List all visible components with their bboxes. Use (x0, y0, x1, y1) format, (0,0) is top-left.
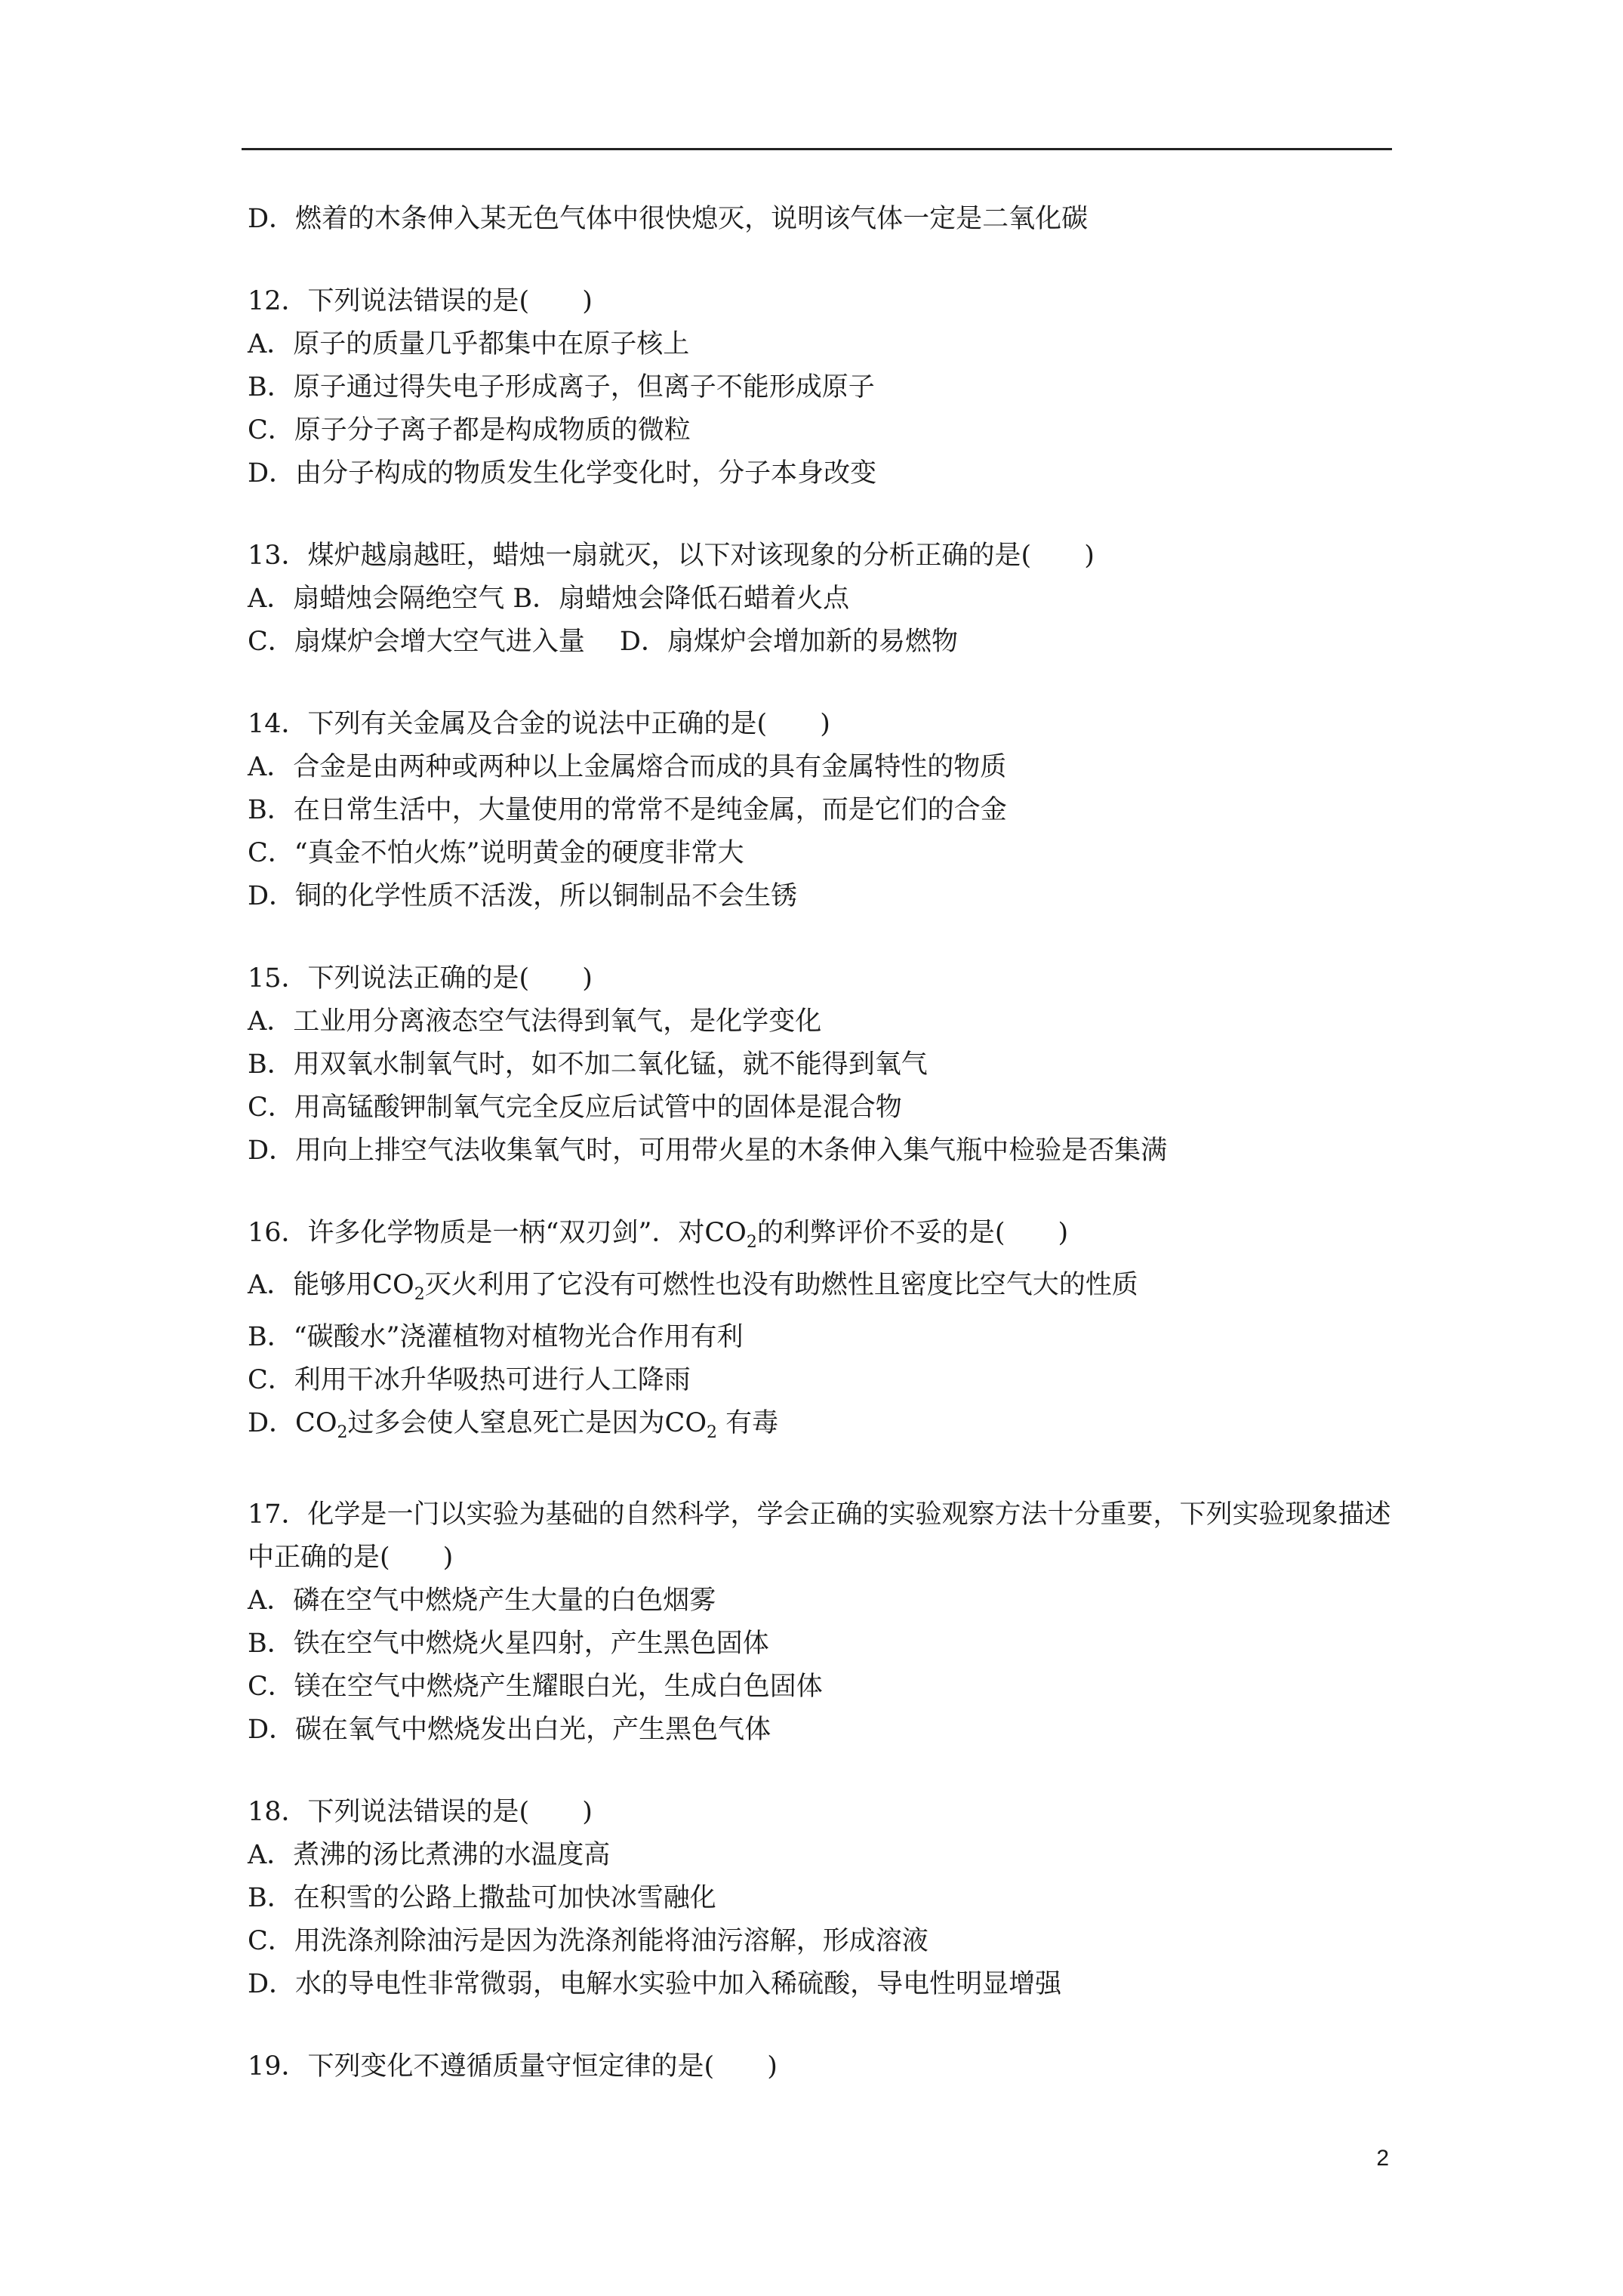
question-number: 13． (248, 541, 308, 571)
option-b: B．在日常生活中，大量使用的常常不是纯金属，而是它们的合金 (248, 795, 1007, 825)
option-c: C．原子分子离子都是构成物质的微粒 (248, 415, 691, 445)
question-11-continuation (248, 198, 1395, 241)
option-a-b: A．扇蜡烛会隔绝空气 B．扇蜡烛会降低石蜡着火点 (248, 584, 850, 614)
option-d: D．燃着的木条伸入某无色气体中很快熄灭，说明该气体一定是二氧化碳 (248, 204, 1089, 234)
subscript: 2 (414, 1285, 425, 1304)
option-b: B．原子通过得失电子形成离子，但离子不能形成原子 (248, 372, 875, 402)
option-a: A．工业用分离液态空气法得到氧气，是化学变化 (248, 1006, 822, 1037)
option-a: A．煮沸的汤比煮沸的水温度高 (248, 1840, 611, 1870)
question-stem: 19．下列变化不遵循质量守恒定律的是( ) (248, 2051, 778, 2082)
question-18 (248, 1791, 1395, 2006)
question-stem: 12．下列说法错误的是( ) (248, 286, 593, 316)
question-stem: 18．下列说法错误的是( ) (248, 1797, 593, 1827)
question-12 (248, 280, 1395, 495)
question-stem: 13．煤炉越扇越旺，蜡烛一扇就灭，以下对该现象的分析正确的是( ) (248, 541, 1095, 571)
option-c-d: C．扇煤炉会增大空气进入量 D．扇煤炉会增加新的易燃物 (248, 627, 958, 657)
option-b: B．用双氧水制氧气时，如不加二氧化锰，就不能得到氧气 (248, 1049, 928, 1080)
question-number: 16． (248, 1218, 308, 1248)
option-d: D．由分子构成的物质发生化学变化时，分子本身改变 (248, 458, 877, 488)
subscript: 2 (707, 1423, 718, 1442)
question-number: 18． (248, 1797, 308, 1827)
option-d: D．铜的化学性质不活泼，所以铜制品不会生锈 (248, 881, 798, 911)
question-stem: 14．下列有关金属及合金的说法中正确的是( ) (248, 709, 830, 739)
question-19 (248, 2045, 1395, 2088)
question-number: 14． (248, 709, 308, 739)
question-stem: 15．下列说法正确的是( ) (248, 963, 593, 994)
option-d: D．碳在氧气中燃烧发出白光，产生黑色气体 (248, 1715, 771, 1745)
question-number: 19． (248, 2051, 308, 2082)
option-c: C．“真金不怕火炼”说明黄金的硬度非常大 (248, 838, 744, 868)
question-16 (248, 1212, 1395, 1454)
question-17 (248, 1493, 1395, 1752)
question-number: 15． (248, 963, 308, 994)
option-c: C．镁在空气中燃烧产生耀眼白光，生成白色固体 (248, 1672, 823, 1702)
option-b: B．“碳酸水”浇灌植物对植物光合作用有利 (248, 1322, 744, 1352)
option-a: A．合金是由两种或两种以上金属熔合而成的具有金属特性的物质 (248, 752, 1007, 782)
option-d: D．用向上排空气法收集氧气时，可用带火星的木条伸入集气瓶中检验是否集满 (248, 1136, 1168, 1166)
question-15 (248, 957, 1395, 1173)
option-d: D．水的导电性非常微弱，电解水实验中加入稀硫酸，导电性明显增强 (248, 1969, 1062, 1999)
option-a: A．能够用$CO_2$灭火利用了它没有可燃性也没有助燃性且密度比空气大的性质 (248, 1270, 1138, 1304)
question-13 (248, 535, 1395, 664)
option-d: D．$CO_2$过多会使人窒息死亡是因为$CO_2$ 有毒 (248, 1408, 779, 1442)
option-a: A．磷在空气中燃烧产生大量的白色烟雾 (248, 1586, 716, 1616)
page-number: 2 (1376, 2146, 1389, 2171)
exam-content (248, 198, 1395, 2128)
question-stem: 16．许多化学物质是一柄“双刃剑”．对$CO_2$的利弊评价不妥的是( ) (248, 1218, 1069, 1252)
question-14 (248, 703, 1395, 918)
option-a: A．原子的质量几乎都集中在原子核上 (248, 329, 690, 359)
subscript: 2 (746, 1233, 757, 1252)
question-number: 17． (248, 1499, 308, 1530)
option-c: C．利用干冰升华吸热可进行人工降雨 (248, 1365, 691, 1395)
option-c: C．用高锰酸钾制氧气完全反应后试管中的固体是混合物 (248, 1093, 902, 1123)
header-rule (242, 148, 1392, 150)
option-b: B．铁在空气中燃烧火星四射，产生黑色固体 (248, 1629, 769, 1659)
option-c: C．用洗涤剂除油污是因为洗涤剂能将油污溶解，形成溶液 (248, 1926, 929, 1956)
question-stem: 17．化学是一门以实验为基础的自然科学，学会正确的实验观察方法十分重要，下列实验现象描述中正确的是( ) (248, 1499, 1391, 1573)
option-b: B．在积雪的公路上撒盐可加快冰雪融化 (248, 1883, 716, 1913)
question-number: 12． (248, 286, 308, 316)
subscript: 2 (337, 1423, 348, 1442)
